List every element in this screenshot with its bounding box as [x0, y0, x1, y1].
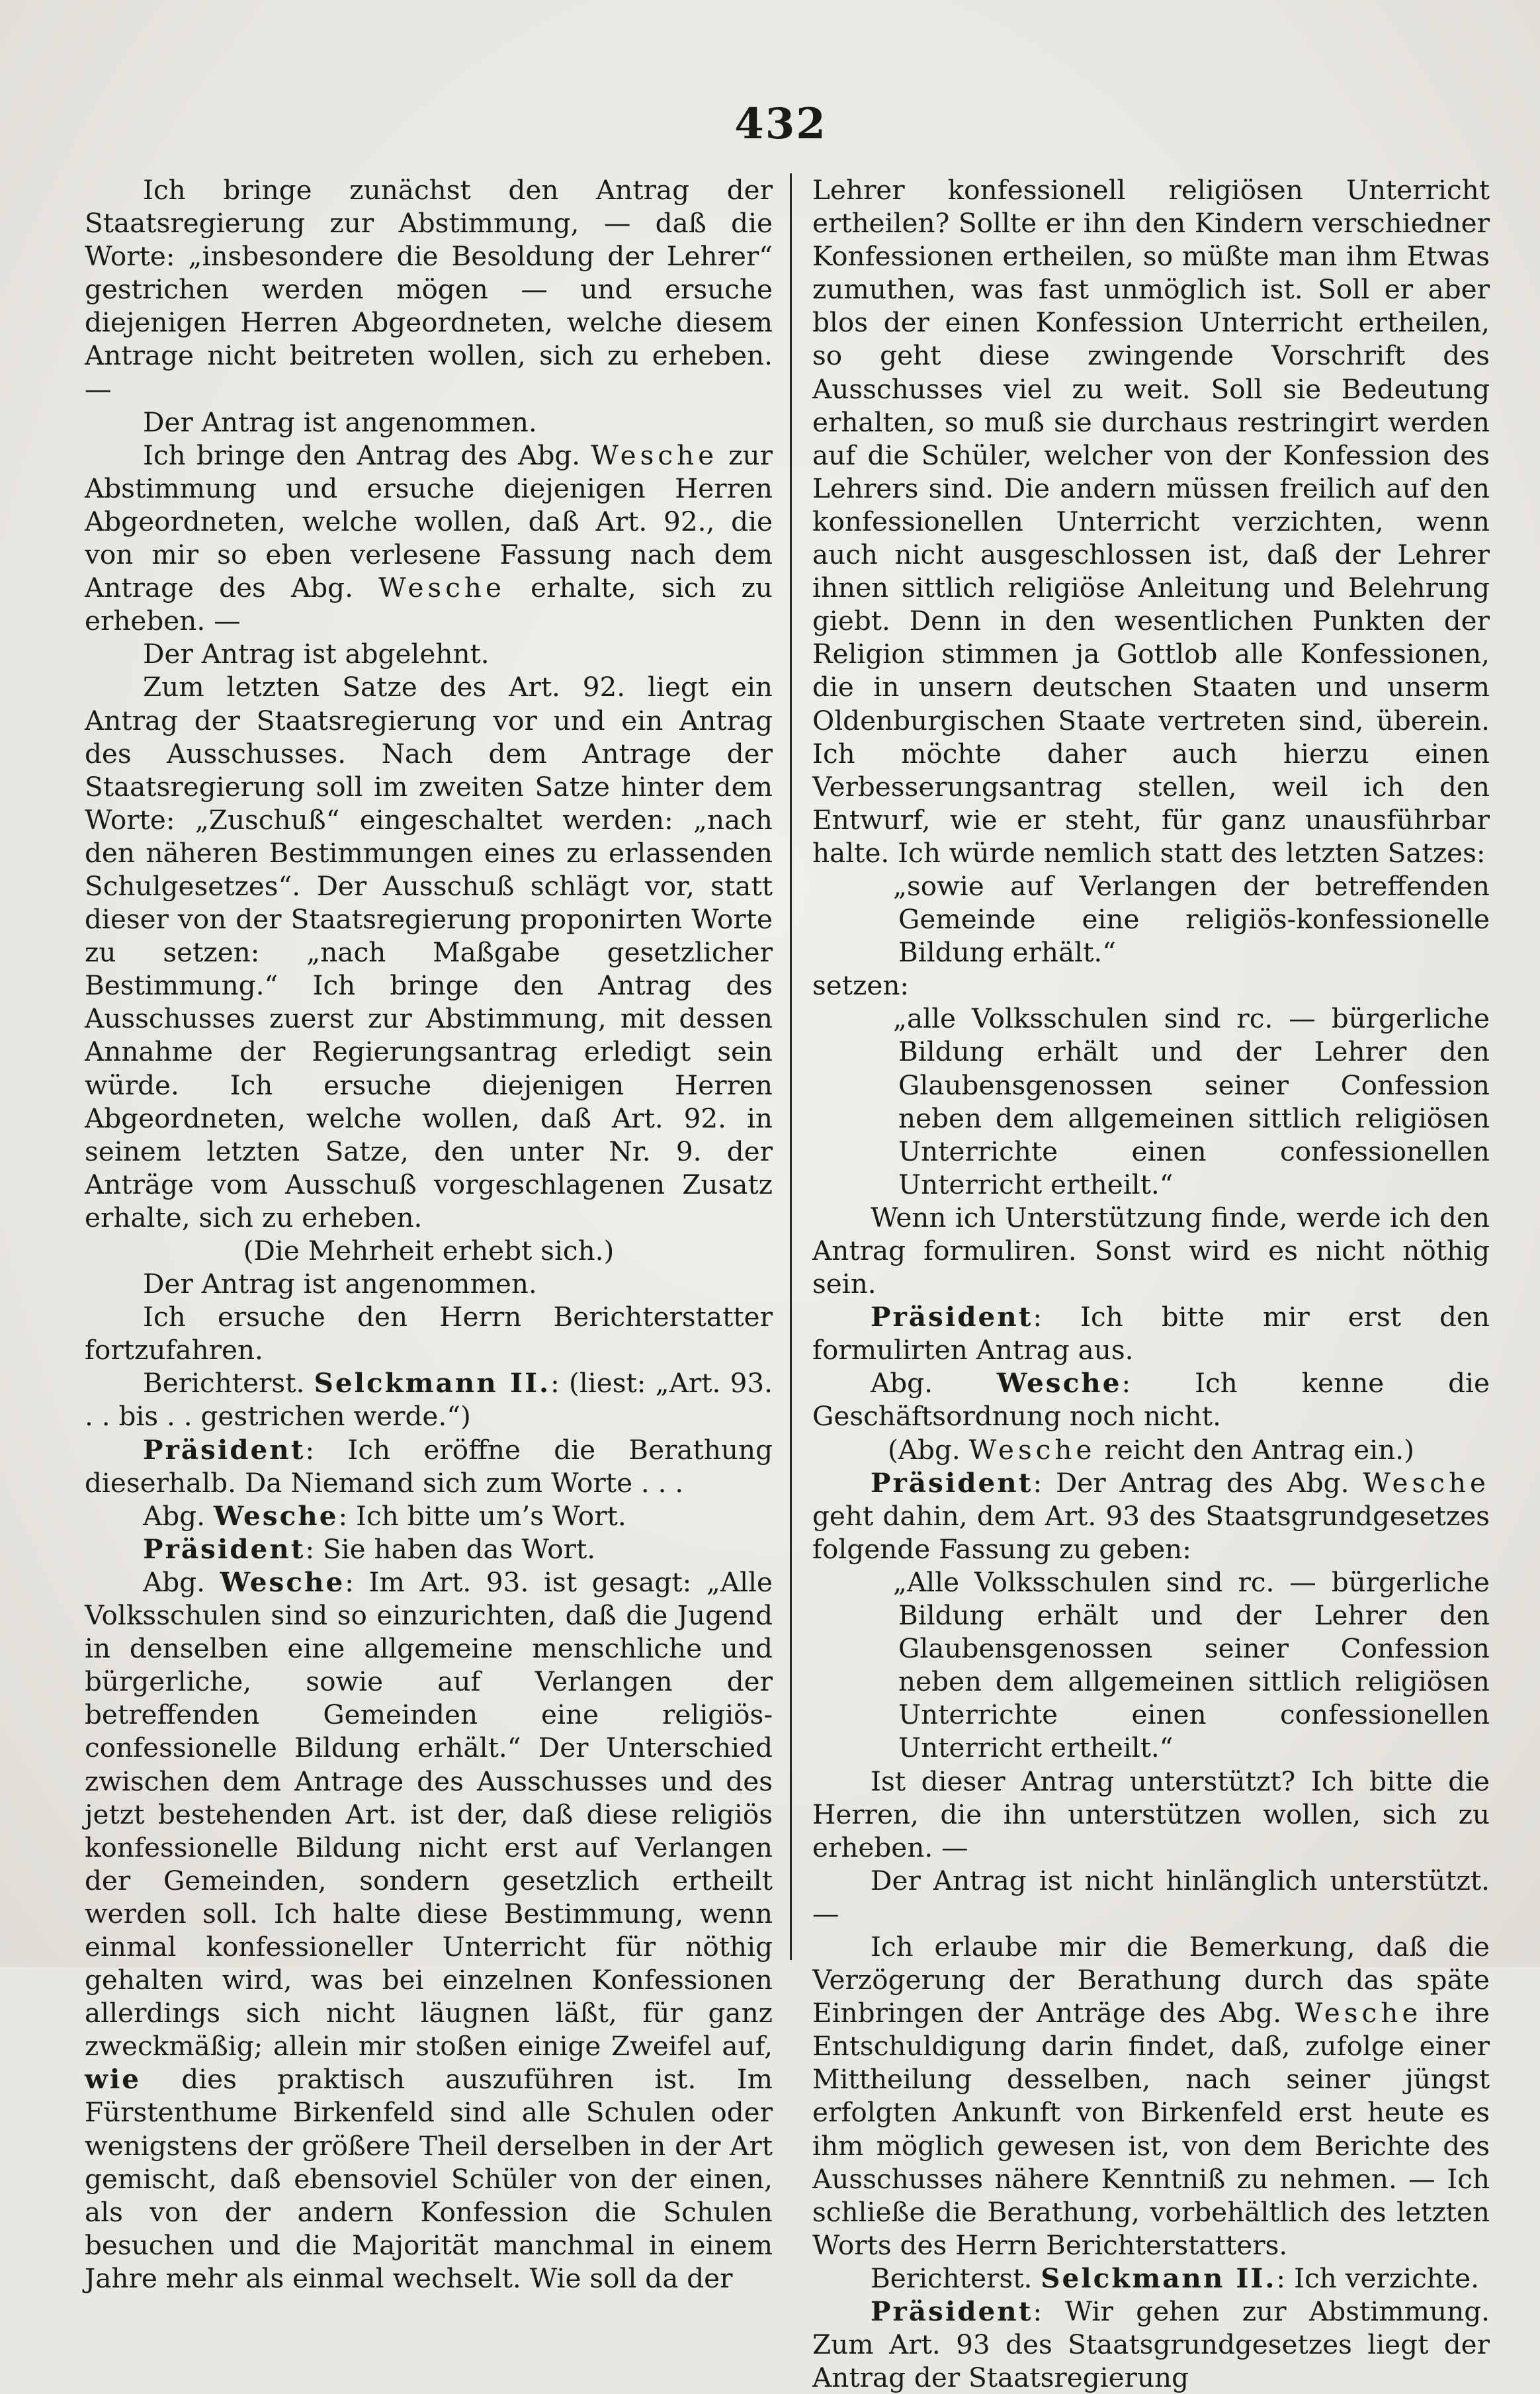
- paragraph: [85, 1366, 773, 1433]
- left-column: [85, 173, 773, 2295]
- paragraph: [812, 1466, 1490, 1566]
- paragraph: [812, 1300, 1490, 1366]
- paragraph: [812, 1366, 1490, 1433]
- paragraph: [85, 1234, 773, 1267]
- text-run: : (liest: „Art. 93. . . bis . . gestrichen werde.“): [85, 1367, 773, 1433]
- paragraph: [812, 2295, 1490, 2394]
- text-run: Der Antrag ist angenommen.: [143, 1268, 537, 1300]
- text-run: Ist dieser Antrag unterstützt? Ich bitte die Herren, die ihn unterstützen wollen, sich zu erheben. —: [812, 1765, 1490, 1863]
- paragraph: [812, 869, 1490, 969]
- column-divider: [790, 173, 792, 1960]
- paragraph: [85, 1267, 773, 1300]
- text-run: „sowie auf Verlangen der betreffenden Gemeinde eine religiös-konfessionelle Bildung erhält.“: [893, 869, 1490, 969]
- text-run: Abg.: [871, 1367, 997, 1399]
- speaker-name: wie: [85, 2063, 142, 2096]
- text-run: Berichterst.: [871, 2262, 1041, 2294]
- text-run: (Abg.: [888, 1433, 969, 1466]
- paragraph: [85, 1300, 773, 1366]
- spaced-name: Wesche: [378, 572, 505, 604]
- text-run: Ich ersuche den Herrn Berichterstatter fortzufahren.: [85, 1301, 773, 1366]
- text-run: : Sie haben das Wort.: [305, 1532, 596, 1565]
- speaker-name: Selckmann II.: [1041, 2262, 1277, 2294]
- text-run: : Der Antrag des Abg.: [1033, 1466, 1363, 1499]
- speaker-name: Präsident: [871, 1466, 1033, 1499]
- text-run: „Alle Volksschulen sind rc. — bürgerliche Bildung erhält und der Lehrer den Glaubensgenossen seiner Confession neben dem allgemeinen sittlich religiösen Unterrichte einen confessionellen Unterricht ertheilt.“: [893, 1566, 1490, 1764]
- text-run: : Ich verzichte.: [1276, 2262, 1479, 2294]
- speaker-name: Präsident: [871, 1301, 1033, 1333]
- speaker-name: Präsident: [143, 1433, 306, 1466]
- speaker-name: Wesche: [213, 1499, 339, 1532]
- text-run: „alle Volksschulen sind rc. — bürgerliche Bildung erhält und der Lehrer den Glaubensgenossen seiner Confession neben dem allgemeinen sittlich religiösen Unterrichte einen confessionellen Unterricht ertheilt.“: [893, 1002, 1490, 1200]
- text-run: Ich bringe zunächst den Antrag der Staatsregierung zur Abstimmung, — daß die Worte: „insbesondere die Besoldung der Lehrer“ gestrichen werden mögen — und ersuche diejenigen Herren Abgeordneten, welche diesem Antrage nicht beitreten wollen, sich zu erheben. —: [85, 174, 773, 405]
- text-run: Lehrer konfessionell religiösen Unterricht ertheilen? Sollte er ihn den Kindern verschiedner Konfessionen ertheilen, so müßte man ihm Etwas zumuthen, was fast unmöglich ist. Soll er aber blos der einen Konfession Unterricht ertheilen, so geht diese zwingende Vorschrift des Ausschusses viel zu weit. Soll sie Bedeutung erhalten, so muß sie durchaus restringirt werden auf die Schüler, welcher von der Konfession des Lehrers sind. Die andern müssen freilich auf den konfessionellen Unterricht verzichten, wenn auch nicht ausgeschlossen ist, daß der Lehrer ihnen sittlich religiöse Anleitung und Belehrung giebt. Denn in den wesentlichen Punkten der Religion stimmen ja Gottlob alle Konfessionen, die in unsern deutschen Staaten und unserm Oldenburgischen Staate vertreten sind, überein. Ich möchte daher auch hierzu einen Verbesserungsantrag stellen, weil ich den Entwurf, wie er steht, für ganz unausführbar halte. Ich würde nemlich statt des letzten Satzes:: [812, 174, 1490, 869]
- paragraph: [85, 670, 773, 1234]
- text-run: : Wir gehen zur Abstimmung. Zum Art. 93 des Staatsgrundgesetzes liegt der Antrag der Staatsregierung: [812, 2295, 1490, 2394]
- text-run: : Im Art. 93. ist gesagt: „Alle Volksschulen sind so einzurichten, daß die Jugend in denselben eine allgemeine menschliche und bürgerliche, sowie auf Verlangen der betreffenden Gemeinden eine religiös-confessionelle Bildung erhält.“ Der Unterschied zwischen dem Antrage des Ausschusses und des jetzt bestehenden Art. ist der, daß diese religiös konfessionelle Bildung nicht erst auf Verlangen der Gemeinden, sondern gesetzlich ertheilt werden soll. Ich halte diese Bestimmung, wenn einmal konfessioneller Unterricht für nöthig gehalten wird, was bei einzelnen Konfessionen allerdings sich nicht läugnen läßt, für ganz zweckmäßig; allein mir stoßen einige Zweifel auf,: [85, 1566, 773, 2062]
- text-run: zur Abstimmung und ersuche diejenigen Herren Abgeordneten, welche wollen, daß Art. 92., die von mir so eben verlesene Fassung nach dem Antrage des Abg.: [85, 439, 773, 604]
- text-run: : Ich bitte um’s Wort.: [338, 1499, 626, 1532]
- paragraph: [85, 1532, 773, 1566]
- text-run: Der Antrag ist abgelehnt.: [143, 638, 490, 670]
- paragraph: [85, 173, 773, 406]
- paragraph: [85, 439, 773, 638]
- paragraph: [812, 1566, 1490, 1765]
- paragraph: [812, 969, 1490, 1002]
- spaced-name: Wesche: [1295, 1997, 1422, 2029]
- spaced-name: Wesche: [968, 1433, 1096, 1466]
- spaced-name: Wesche: [591, 439, 718, 471]
- text-run: erhalte, sich zu erheben. —: [85, 572, 773, 637]
- text-run: Wenn ich Unterstützung finde, werde ich den Antrag formuliren. Sonst wird es nicht nöthig sein.: [812, 1201, 1490, 1300]
- text-run: (Die Mehrheit erhebt sich.): [243, 1235, 615, 1266]
- text-run: geht dahin, dem Art. 93 des Staatsgrundgesetzes folgende Fassung zu geben:: [812, 1499, 1490, 1565]
- text-run: Abg.: [143, 1566, 220, 1598]
- paragraph: [812, 2262, 1490, 2295]
- paragraph: [812, 1765, 1490, 1864]
- right-column: [812, 173, 1490, 2394]
- paragraph: [85, 1433, 773, 1499]
- text-run: Der Antrag ist nicht hinlänglich unterstützt. —: [812, 1864, 1490, 1929]
- text-run: Ich erlaube mir die Bemerkung, daß die Verzögerung der Berathung durch das späte Einbringen der Anträge des Abg.: [812, 1930, 1490, 2029]
- spaced-name: Wesche: [1363, 1466, 1490, 1499]
- paragraph: [85, 406, 773, 439]
- speaker-name: Präsident: [871, 2295, 1033, 2327]
- speaker-name: Selckmann II.: [314, 1367, 551, 1399]
- paragraph: [812, 1864, 1490, 1930]
- text-run: ihre Entschuldigung darin findet, daß, zufolge einer Mittheilung desselben, nach seiner jüngst erfolgten Ankunft von Birkenfeld erst heute es ihm möglich gewesen ist, von dem Berichte des Ausschusses nähere Kenntniß zu nehmen. — Ich schließe die Berathung, vorbehältlich des letzten Worts des Herrn Berichterstatters.: [812, 1997, 1490, 2261]
- speaker-name: Präsident: [143, 1532, 306, 1565]
- text-run: : Ich kenne die Geschäftsordnung noch nicht.: [812, 1367, 1490, 1433]
- speaker-name: Wesche: [996, 1367, 1122, 1399]
- text-run: Abg.: [143, 1499, 214, 1532]
- paragraph: [85, 1566, 773, 2295]
- text-run: Berichterst.: [143, 1367, 314, 1399]
- text-run: Der Antrag ist angenommen.: [143, 406, 537, 438]
- paragraph: [85, 1499, 773, 1532]
- paragraph: [812, 1002, 1490, 1201]
- text-run: : Ich eröffne die Berathung dieserhalb. Da Niemand sich zum Worte . . .: [85, 1433, 773, 1499]
- paragraph: [85, 637, 773, 670]
- speaker-name: Wesche: [220, 1566, 345, 1598]
- page-number: 432: [734, 99, 827, 149]
- text-run: dies praktisch auszuführen ist. Im Fürstenthume Birkenfeld sind alle Schulen oder wenigstens der größere Theil derselben in der Art gemischt, daß ebensoviel Schüler von der einen, als von der andern Konfession die Schulen besuchen und die Majorität manchmal in einem Jahre mehr als einmal wechselt. Wie soll da der: [85, 2063, 773, 2294]
- text-run: Ich bringe den Antrag des Abg.: [143, 439, 591, 471]
- text-run: Zum letzten Satze des Art. 92. liegt ein Antrag der Staatsregierung vor und ein Antrag des Ausschusses. Nach dem Antrage der Staatsregierung soll im zweiten Satze hinter dem Worte: „Zuschuß“ eingeschaltet werden: „nach den näheren Bestimmungen eines zu erlassenden Schulgesetzes“. Der Ausschuß schlägt vor, statt dieser von der Staatsregierung proponirten Worte zu setzen: „nach Maßgabe gesetzlicher Bestimmung.“ Ich bringe den Antrag des Ausschusses zuerst zur Abstimmung, mit dessen Annahme der Regierungsantrag erledigt sein würde. Ich ersuche diejenigen Herren Abgeordneten, welche wollen, daß Art. 92. in seinem letzten Satze, den unter Nr. 9. der Anträge vom Ausschuß vorgeschlagenen Zusatz erhalte, sich zu erheben.: [85, 671, 773, 1233]
- paragraph: [812, 1201, 1490, 1300]
- text-run: reicht den Antrag ein.): [1095, 1433, 1414, 1466]
- text-run: : Ich bitte mir erst den formulirten Antrag aus.: [812, 1301, 1490, 1366]
- paragraph: [812, 1433, 1490, 1466]
- paragraph: [812, 173, 1490, 869]
- text-run: setzen:: [812, 969, 910, 1002]
- paragraph: [812, 1930, 1490, 2262]
